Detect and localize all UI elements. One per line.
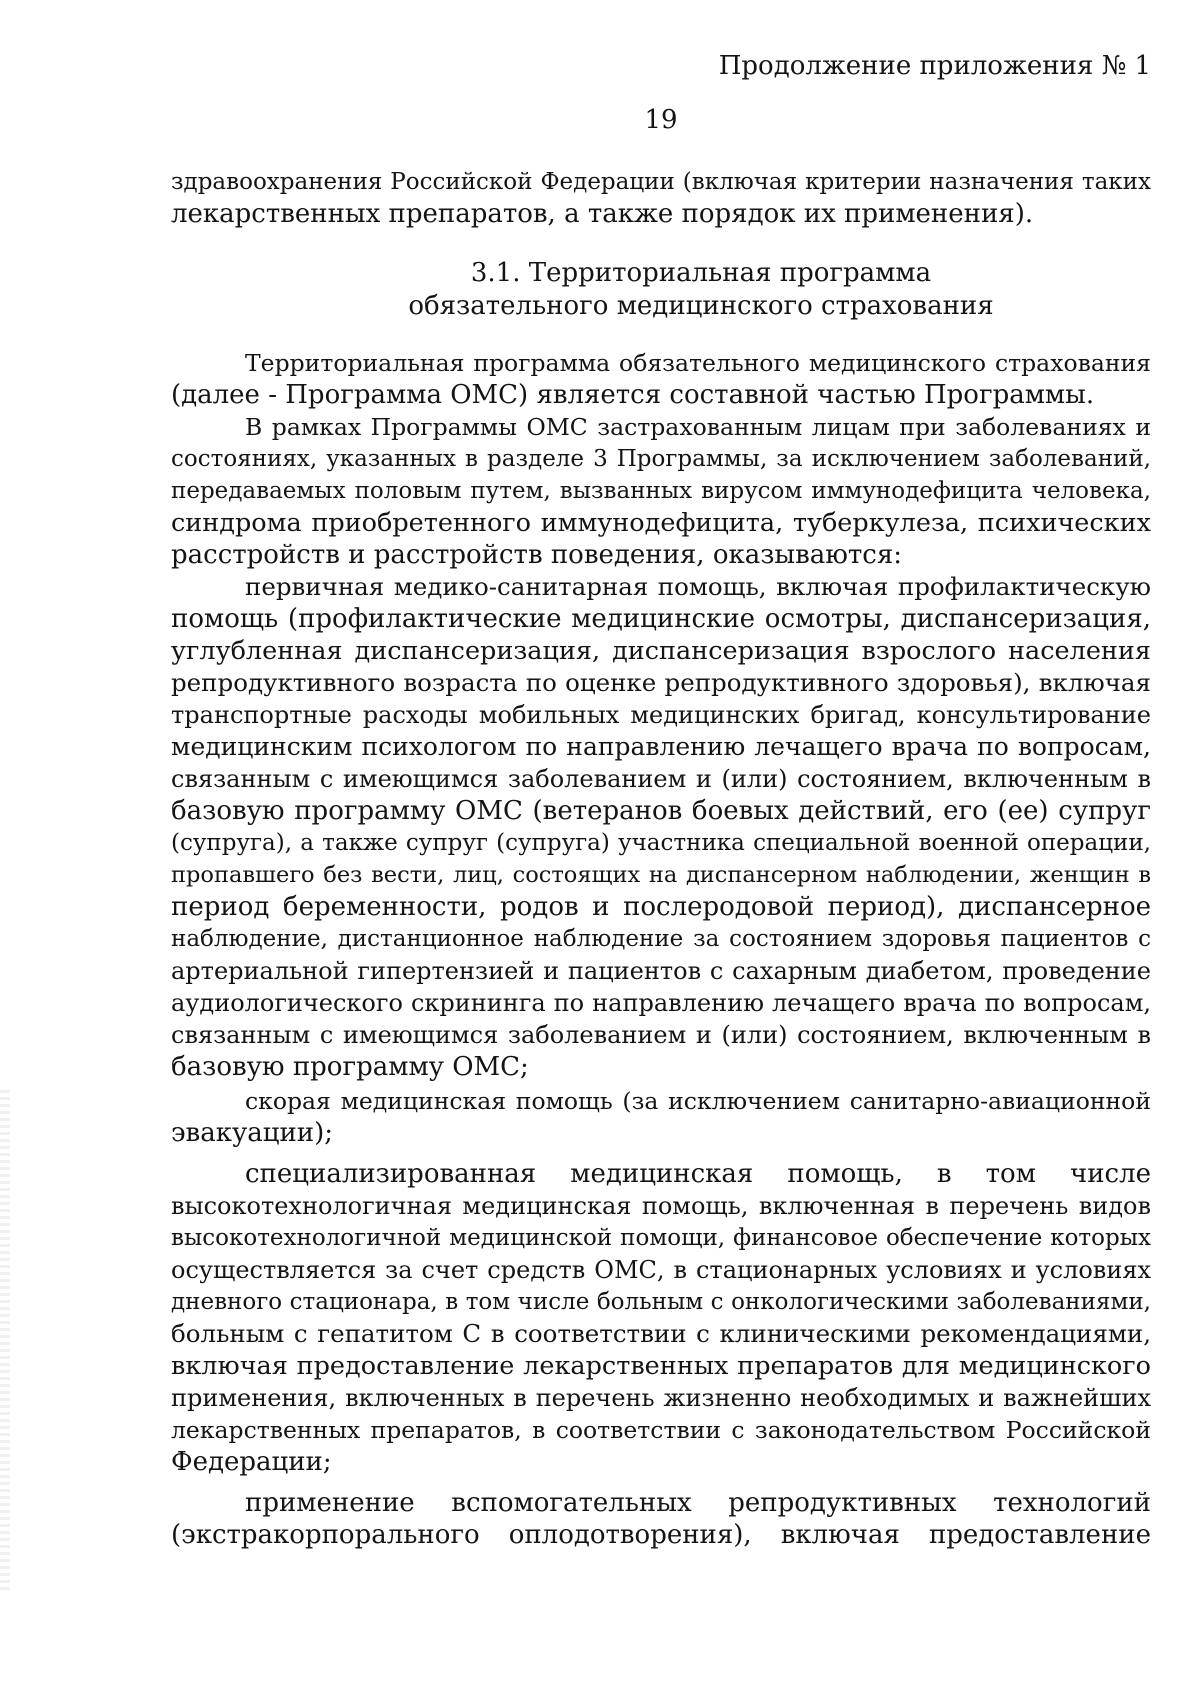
- paragraph-line: высокотехнологичной медицинской помощи, финансовое обеспечение которых: [171, 1225, 1151, 1251]
- paragraph-line: наблюдение, дистанционное наблюдение за состоянием здоровья пациентов с: [171, 926, 1151, 952]
- paragraph-line: связанным с имеющимся заболеванием и (или) состоянием, включенным в: [171, 1021, 1151, 1049]
- paragraph-line: лекарственных препаратов, в соответствии с законодательством Российской: [171, 1416, 1151, 1444]
- paragraph-line: углубленная диспансеризация, диспансеризация взрослого населения: [171, 636, 1151, 666]
- section-title-line: обязательного медицинского страхования: [408, 291, 994, 321]
- paragraph-line: В рамках Программы ОМС застрахованным лицам при заболеваниях и: [245, 413, 1151, 441]
- paragraph-line: передаваемых половым путем, вызванных вирусом иммунодефицита человека,: [171, 478, 1151, 504]
- paragraph-line: пропавшего без вести, лиц, состоящих на диспансерном наблюдении, женщин в: [171, 862, 1151, 888]
- paragraph-line: (экстракорпорального оплодотворения), включая предоставление: [171, 1520, 1151, 1550]
- paragraph-line: медицинским психологом по направлению лечащего врача по вопросам,: [171, 732, 1151, 761]
- paragraph-line: период беременности, родов и послеродовой период), диспансерное: [171, 892, 1151, 922]
- paragraph-line: синдрома приобретенного иммунодефицита, туберкулеза, психических: [171, 508, 1151, 538]
- paragraph-line: связанным с имеющимся заболеванием и (или) состоянием, включенным в: [171, 765, 1151, 793]
- paragraph-line: состояниях, указанных в разделе 3 Программы, за исключением заболеваний,: [171, 446, 1151, 472]
- intro-line: лекарственных препаратов, а также порядок их применения).: [171, 199, 1034, 229]
- paragraph-line: специализированная медицинская помощь, в том числе: [245, 1159, 1151, 1189]
- paragraph-line: Территориальная программа обязательного медицинского страхования: [245, 349, 1151, 377]
- paragraph-line: первичная медико-санитарная помощь, включая профилактическую: [245, 572, 1151, 601]
- paragraph-line: осуществляется за счет средств ОМС, в стационарных условиях и условиях: [171, 1256, 1151, 1284]
- paragraph-line: больным с гепатитом С в соответствии с клиническими рекомендациями,: [171, 1319, 1151, 1348]
- paragraph-line: (супруга), а также супруг (супруга) участника специальной военной операции,: [171, 830, 1151, 856]
- paragraph-line: репродуктивного возраста по оценке репродуктивного здоровья), включая: [171, 668, 1151, 697]
- paragraph-line: аудиологического скрининга по направлению лечащего врача по вопросам,: [171, 989, 1151, 1017]
- paragraph-line: транспортные расходы мобильных медицинских бригад, консультирование: [171, 701, 1151, 729]
- paragraph-line: скорая медицинская помощь (за исключением санитарно-авиационной: [245, 1087, 1151, 1115]
- appendix-continuation-header: Продолжение приложения № 1: [718, 51, 1151, 81]
- paragraph-line: базовую программу ОМС (ветеранов боевых действий, его (ее) супруг: [171, 796, 1151, 826]
- paragraph-line: помощь (профилактические медицинские осмотры, диспансеризация,: [171, 604, 1151, 634]
- page-number: 19: [644, 105, 678, 135]
- paragraph-line: применение вспомогательных репродуктивных технологий: [245, 1488, 1151, 1518]
- paragraph-line: эвакуации);: [171, 1118, 334, 1148]
- paragraph-line: базовую программу ОМС;: [171, 1052, 529, 1082]
- section-title-line: 3.1. Территориальная программа: [470, 258, 932, 288]
- paragraph-line: Федерации;: [171, 1447, 332, 1477]
- paragraph-line: артериальной гипертензией и пациентов с сахарным диабетом, проведение: [171, 957, 1151, 985]
- intro-line: здравоохранения Российской Федерации (включая критерии назначения таких: [171, 169, 1151, 195]
- paragraph-line: дневного стационара, в том числе больным с онкологическими заболеваниями,: [171, 1289, 1151, 1315]
- paragraph-line: (далее - Программа ОМС) является составной частью Программы.: [171, 380, 1095, 410]
- paragraph-line: расстройств и расстройств поведения, оказываются:: [171, 540, 902, 570]
- paragraph-line: включая предоставление лекарственных препаратов для медицинского: [171, 1351, 1151, 1381]
- paragraph-line: высокотехнологичная медицинская помощь, включенная в перечень видов: [171, 1192, 1151, 1220]
- scan-edge-artifact: [0, 1090, 10, 1590]
- paragraph-line: применения, включенных в перечень жизненно необходимых и важнейших: [171, 1384, 1151, 1412]
